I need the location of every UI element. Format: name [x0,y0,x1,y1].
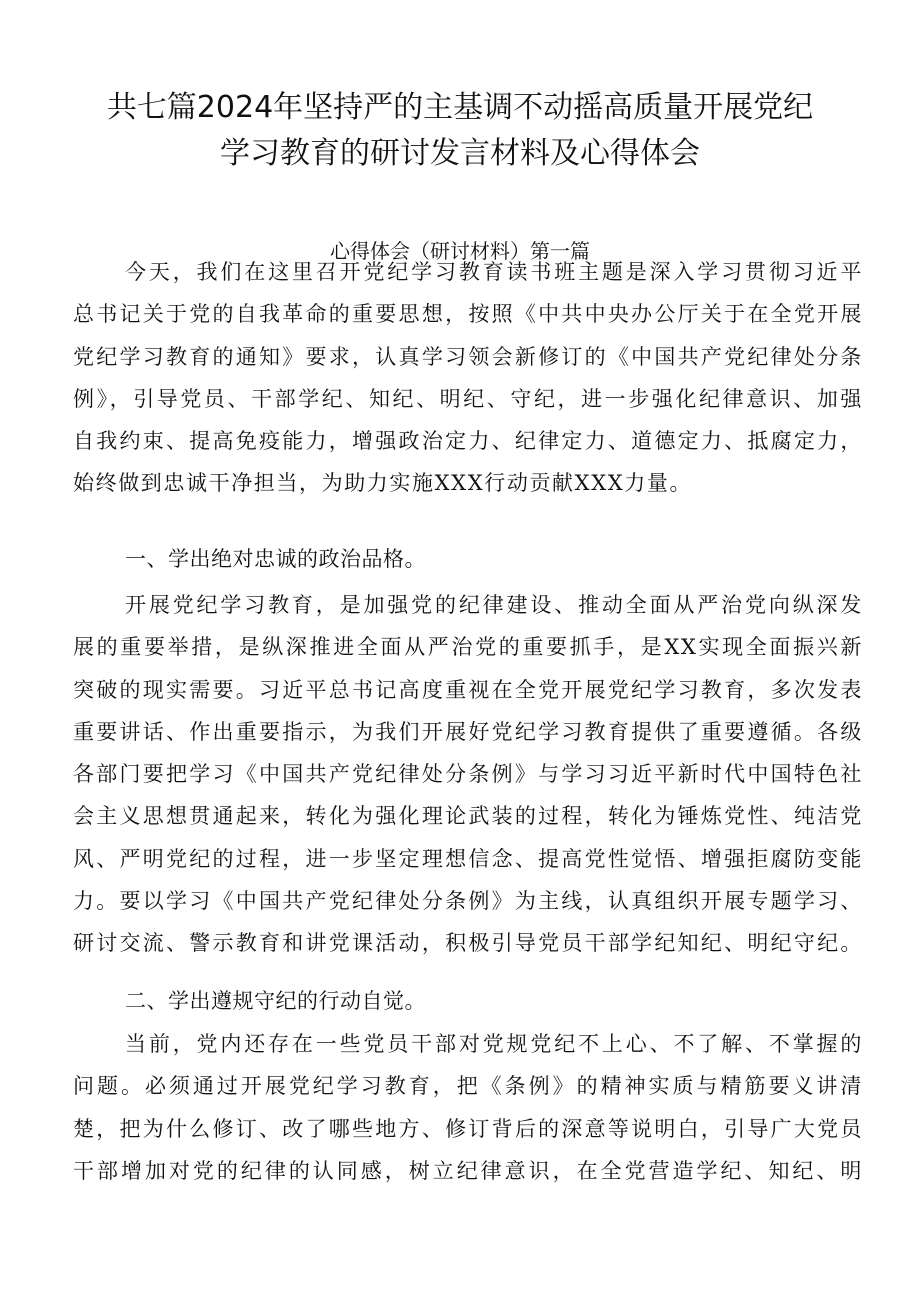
paragraph-line: 展的重要举措，是纵深推进全面从严治党的重要抓手，是XX实现全面振兴新 [73,635,863,660]
paragraph-line: 党纪学习教育的通知》要求，认真学习领会新修订的《中国共产党纪律处分条 [73,344,863,369]
paragraph-line: 自我约束、提高免疫能力，增强政治定力、纪律定力、道德定力、抵腐定力， [73,429,863,454]
paragraph-line: 会主义思想贯通起来，转化为强化理论武装的过程，转化为锤炼党性、纯洁党 [73,804,863,829]
paragraph-line: 各部门要把学习《中国共产党纪律处分条例》与学习习近平新时代中国特色社 [73,762,863,787]
paragraph-line: 突破的现实需要。习近平总书记高度重视在全党开展党纪学习教育，多次发表 [73,677,863,702]
paragraph-line: 当前，党内还存在一些党员干部对党规党纪不上心、不了解、不掌握的 [125,1032,863,1056]
section-heading-1: 一、学出绝对忠诚的政治品格。 [125,547,426,571]
paragraph-line: 力。要以学习《中国共产党纪律处分条例》为主线，认真组织开展专题学习、 [73,889,863,914]
paragraph-line: 问题。必须通过开展党纪学习教育，把《条例》的精神实质与精筋要义讲清 [73,1074,863,1099]
paragraph-line: 楚，把为什么修订、改了哪些地方、修订背后的深意等说明白，引导广大党员 [73,1116,863,1141]
paragraph-1 [73,251,863,505]
document-title-line-1: 共七篇2024年坚持严的主基调不动摇高质量开展党纪 [106,90,814,125]
paragraph-line: 干部增加对党的纪律的认同感，树立纪律意识，在全党营造学纪、知纪、明 [73,1158,863,1183]
paragraph-3 [73,1023,863,1192]
document-title-line-2: 学习教育的研讨发言材料及心得体会 [220,136,700,171]
paragraph-line: 研讨交流、警示教育和讲党课活动，积极引导党员干部学纪知纪、明纪守纪。 [73,931,863,956]
paragraph-line: 重要讲话、作出重要指示，为我们开展好党纪学习教育提供了重要遵循。各级 [73,719,863,744]
paragraph-2 [73,584,863,965]
paragraph-line: 例》，引导党员、干部学纪、知纪、明纪、守纪，进一步强化纪律意识、加强 [73,386,863,411]
paragraph-line: 开展党纪学习教育，是加强党的纪律建设、推动全面从严治党向纵深发 [125,593,863,617]
section-heading-2-wrap [73,980,863,1022]
paragraph-line: 风、严明党纪的过程，进一步坚定理想信念、提高党性觉悟、增强拒腐防变能 [73,846,863,871]
section-heading-1-wrap [73,538,863,580]
paragraph-line: 总书记关于党的自我革命的重要思想，按照《中共中央办公厅关于在全党开展 [73,302,863,327]
section-subtitle: 心得体会（研讨材料）第一篇 [330,239,590,263]
paragraph-line: 今天，我们在这里召开党纪学习教育读书班主题是深入学习贯彻习近平 [125,260,863,284]
paragraph-line: 始终做到忠诚干净担当，为助力实施XXX行动贡献XXX力量。 [73,471,693,496]
section-heading-2: 二、学出遵规守纪的行动自觉。 [125,989,426,1013]
